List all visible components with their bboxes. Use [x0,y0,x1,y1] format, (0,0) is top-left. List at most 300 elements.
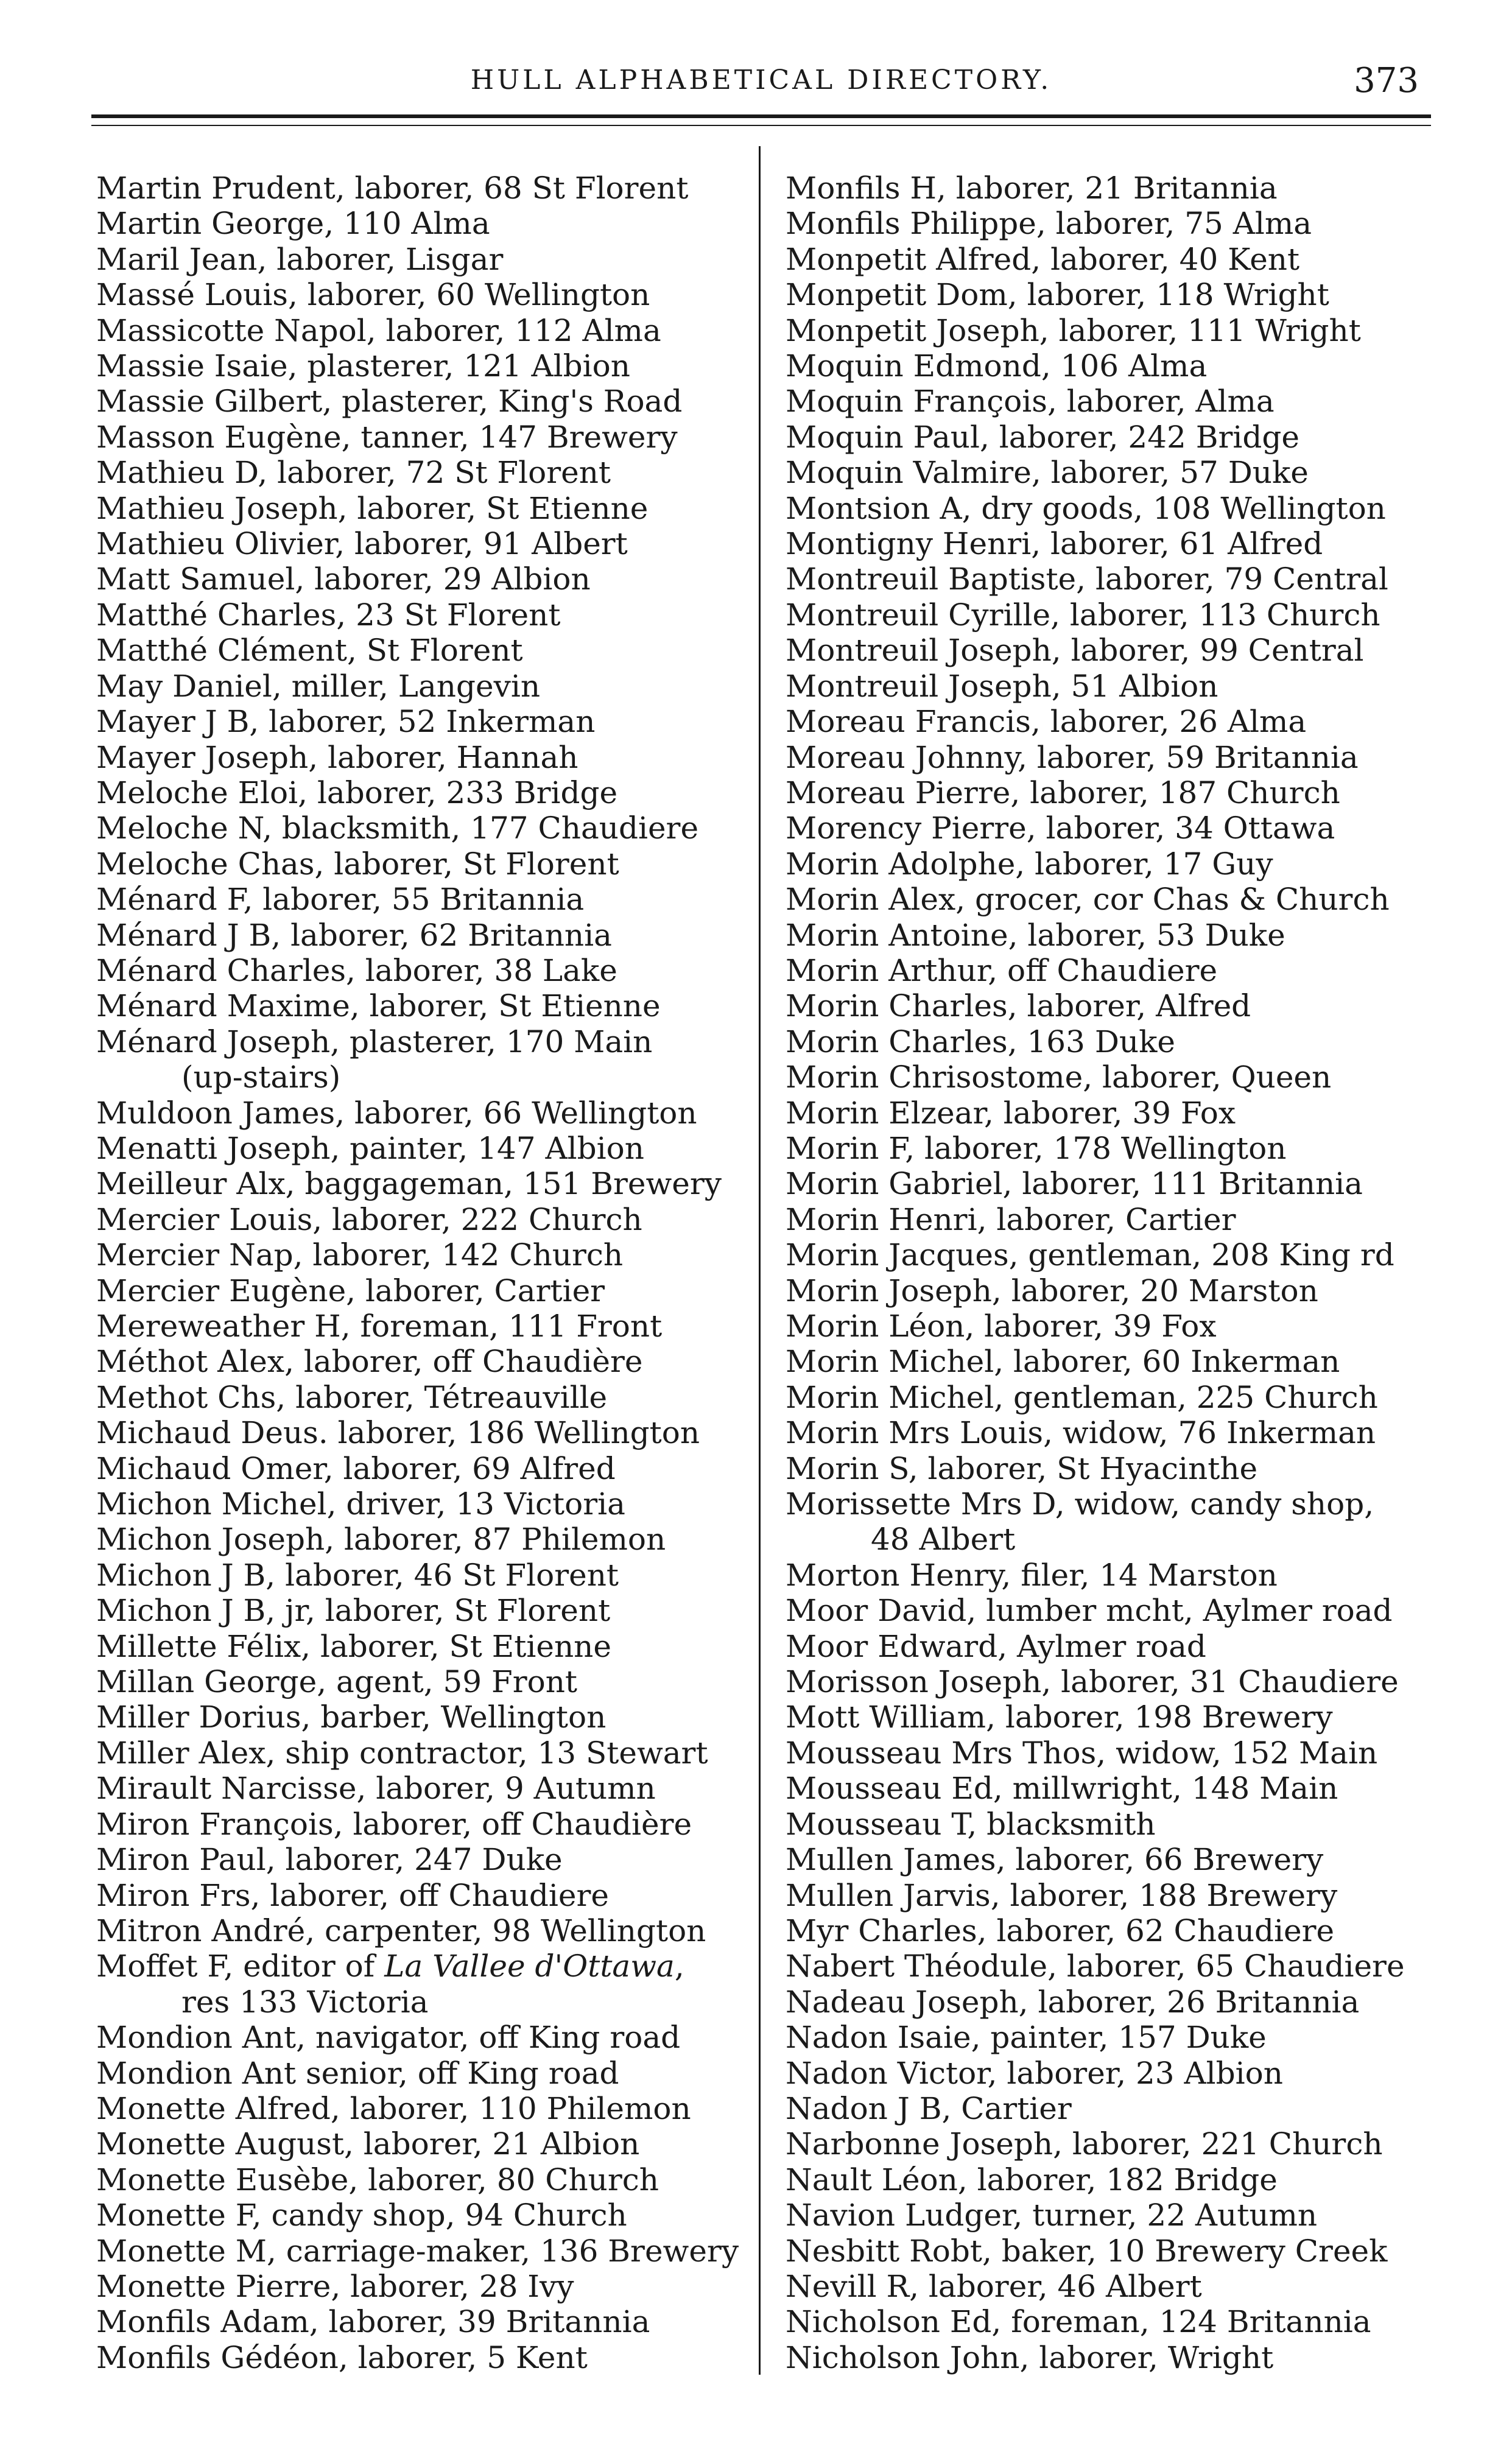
entry-details: , laborer, 20 Marston [991,1273,1318,1309]
entry-details: , laborer, 55 Britannia [243,882,585,918]
directory-entry [96,1202,760,1237]
entry-continuation: 48 Albert [871,1522,1016,1558]
entry-details: , laborer, Cartier [346,1273,605,1309]
entry-details: , ship contractor, 13 Stewart [265,1735,708,1771]
directory-entry [786,1380,1449,1415]
directory-entry [786,1024,1449,1059]
entry-name: Morin S [786,1450,909,1486]
entry-details: , laborer, 21 Albion [344,2126,640,2162]
directory-entry [786,669,1449,704]
directory-entry [96,2340,760,2375]
entry-details: , off Chaudiere [988,952,1218,988]
directory-entry [96,455,760,490]
entry-details: , laborer, 66 Wellington [335,1095,697,1131]
entry-details: , filer, 14 Marston [1001,1557,1278,1593]
entry-details: , laborer, 247 Duke [265,1842,563,1878]
entry-details: , 106 Alma [1041,348,1208,384]
entry-name: Mercier Nap [96,1237,294,1273]
entry-name: Muldoon James [96,1095,336,1131]
entry-name: Morency Pierre [786,810,1027,846]
directory-entry [786,1558,1449,1593]
directory-entry [786,2269,1449,2304]
directory-entry [96,1842,760,1877]
entry-details: , laborer, 5 Kent [338,2339,588,2375]
entry-name: Nadon J B [786,2090,942,2126]
entry-name: Morin Arthur [786,952,988,988]
entry-name: Morin Michel [786,1379,994,1415]
entry-name: Mayer J B [96,704,250,740]
directory-entry [786,1059,1449,1095]
directory-entry [786,242,1449,277]
directory-entry [96,1664,760,1699]
entry-name: Montreuil Joseph [786,668,1052,704]
entry-name: Moquin Paul [786,419,980,455]
entry-details: , laborer, off Chaudiere [250,1877,609,1913]
entry-details: , laborer, 17 Guy [1015,846,1273,882]
entry-details: , laborer, 26 Alma [1030,704,1307,740]
entry-details: , off King road [398,2055,619,2091]
entry-details: , editor of [223,1948,385,1984]
entry-details: , carpenter, 98 Wellington [305,1913,706,1948]
entry-name: Monette Pierre [96,2268,331,2304]
entry-name: Morissette Mrs D [786,1486,1055,1522]
entry-details: , laborer, 87 Philemon [325,1522,666,1558]
entry-name: Michon J B [96,1557,266,1593]
entry-details: , lumber mcht, Aylmer road [966,1593,1393,1629]
directory-entry [96,740,760,775]
directory-entry [96,2162,760,2198]
directory-entry [786,2233,1449,2269]
directory-entry [96,1309,760,1344]
entry-details: , agent, 59 Front [317,1664,578,1700]
entry-name: Moreau Johnny [786,739,1018,775]
entry-details: , laborer, 40 Kent [1031,241,1300,277]
entry-name: Moor Edward [786,1628,998,1664]
entry-name: Morin Chrisostome [786,1059,1083,1095]
directory-entry [96,1699,760,1735]
entry-name: May Daniel [96,668,272,704]
directory-entry [96,1913,760,1948]
directory-entry [96,2233,760,2269]
directory-entry [786,1593,1449,1628]
entry-name: Nabert Théodule [786,1948,1048,1984]
directory-entry [96,1095,760,1131]
entry-name: Moquin François [786,384,1047,420]
entry-details: , laborer, Lisgar [257,241,504,277]
entry-name: Miller Dorius [96,1699,301,1735]
entry-name: Miron François [96,1806,334,1842]
entry-details: , laborer, 31 Chaudiere [1041,1664,1399,1700]
directory-entry [96,526,760,561]
entry-details: , carriage-maker, 136 Brewery [266,2233,739,2269]
entry-details: , foreman, 124 Britannia [991,2304,1371,2340]
entry-details: , tanner, 147 Brewery [341,419,678,455]
entry-name: Mathieu Olivier [96,526,336,562]
entry-name: Moreau Francis [786,704,1031,740]
entry-name: Myr Charles [786,1913,977,1948]
entry-name: Moquin Edmond [786,348,1041,384]
entry-details: , laborer, 118 Wright [1007,277,1329,313]
directory-entry [96,1948,760,1984]
directory-entry [96,882,760,917]
entry-name: Mondion Ant senior [96,2055,398,2091]
directory-entry [786,1309,1449,1344]
running-head [91,61,1431,110]
entry-name: Mott William [786,1699,986,1735]
entry-details: , plasterer, King's Road [322,384,683,420]
directory-entry [96,1344,760,1379]
entry-name: Millan George [96,1664,317,1700]
directory-entry [96,2269,760,2304]
entry-name: Monfils Philippe [786,206,1036,242]
directory-entry [786,1415,1449,1450]
entry-details: , blacksmith, 177 Chaudiere [262,810,699,846]
directory-entry [96,2091,760,2126]
entry-details: , laborer, 187 Church [1010,775,1340,810]
entry-details: , baker, 10 Brewery Creek [982,2233,1388,2269]
directory-entry [786,633,1449,668]
directory-entry [786,2304,1449,2339]
entry-name: Meloche N [96,810,263,846]
page-number: 373 [1354,61,1419,100]
entry-name: Montigny Henri [786,526,1032,562]
entry-details: , laborer, 68 St Florent [335,170,689,206]
entry-name: Morin Charles [786,988,1008,1024]
entry-name: Morin Michel [786,1344,994,1380]
directory-entry [96,1629,760,1664]
entry-name: Nesbitt Robt [786,2233,982,2269]
directory-entry [786,2198,1449,2233]
entry-name: Montreuil Baptiste [786,561,1077,597]
entry-name: Mondion Ant [96,2020,297,2056]
directory-entry [96,1558,760,1593]
entry-name: Ménard Joseph [96,1024,331,1059]
entry-details: , laborer, Cartier [977,1201,1236,1237]
entry-details: , St Florent [347,633,523,669]
entry-details: , laborer, 52 Inkerman [249,704,596,740]
directory-entry [786,1948,1449,1984]
directory-entry [786,1878,1449,1913]
entry-details: , laborer, 111 Wright [1039,312,1361,348]
entry-details: , navigator, off King road [296,2020,681,2056]
directory-entry [96,1237,760,1273]
directory-entry [96,170,760,206]
directory-entry [96,1593,760,1628]
entry-details: , laborer, St Etienne [337,490,649,526]
directory-entry [786,1699,1449,1735]
entry-details: , laborer, 80 Church [348,2162,659,2198]
header-rule-thin [91,125,1431,126]
directory-entry [786,810,1449,846]
directory-entry [96,206,760,241]
entry-name: Menatti Joseph [96,1130,331,1166]
entry-details: , plasterer, 170 Main [330,1024,653,1059]
entry-name: Montreuil Cyrille [786,597,1051,633]
entry-name: Monfils Adam [96,2304,309,2340]
entry-details: , laborer, 60 Inkerman [994,1344,1340,1380]
directory-entry [96,2056,760,2091]
entry-details: , laborer, 59 Britannia [1018,739,1359,775]
entry-details: , laborer, 111 Britannia [1002,1166,1363,1202]
directory-entry [96,1771,760,1806]
entry-name: Matthé Charles [96,597,337,633]
directory-entry [96,2304,760,2339]
entry-name: Nicholson John [786,2339,1020,2375]
directory-entry [96,420,760,455]
entry-details: , laborer, 29 Albion [295,561,591,597]
entry-details: , laborer, 26 Britannia [1018,1984,1360,2020]
directory-entry [786,1735,1449,1771]
directory-entry [786,313,1449,348]
entry-name: Mayer Joseph [96,739,309,775]
entry-name: Morin Adolphe [786,846,1016,882]
entry-details: , gentleman, 225 Church [994,1379,1378,1415]
entry-name: Matthé Clément [96,633,348,669]
directory-entry [96,1380,760,1415]
directory-entry [786,1344,1449,1379]
directory-entry [96,1415,760,1450]
directory-entry [786,1451,1449,1486]
directory-entry [786,384,1449,419]
entry-name: Montreuil Joseph [786,633,1052,669]
directory-entry [96,846,760,882]
entry-details: , driver, 13 Victoria [326,1486,625,1522]
entry-name: Mereweather H [96,1309,341,1344]
directory-entry [786,1807,1449,1842]
entry-details: , Cartier [941,2090,1072,2126]
entry-name: Ménard Maxime [96,988,350,1024]
entry-details: , laborer, St Etienne [350,988,661,1024]
entry-name: Massie Isaie [96,348,288,384]
entry-name: Monette Alfred [96,2090,331,2126]
directory-entry [786,1629,1449,1664]
entry-details: , widow, candy shop, [1055,1486,1374,1522]
entry-name: Narbonne Joseph [786,2126,1053,2162]
directory-entry [786,2056,1449,2091]
entry-name: Meloche Chas [96,846,315,882]
entry-details: , laborer, 62 Britannia [271,917,612,953]
directory-entry [786,2162,1449,2198]
directory-entry [786,704,1449,739]
entry-name: Navion Ludger [786,2198,1013,2233]
entry-name: Mathieu Joseph [96,490,338,526]
entry-name: Millette Félix [96,1628,301,1664]
entry-name: Monette Eusèbe [96,2162,349,2198]
entry-name: Ménard F [96,882,244,918]
directory-entry [786,775,1449,810]
entry-details: , miller, Langevin [272,668,541,704]
entry-name: Miron Paul [96,1842,266,1878]
entry-name: Michaud Deus. [96,1415,328,1451]
directory-entry [96,597,760,633]
entry-name: Morin Jacques [786,1237,1009,1273]
directory-entry [786,2340,1449,2375]
entry-name: Morin F [786,1130,905,1166]
entry-details: , laborer, 57 Duke [1031,455,1309,491]
entry-details: , 23 St Florent [336,597,561,633]
entry-name: Morin Elzear [786,1095,984,1131]
entry-details: , laborer, 75 Alma [1036,206,1312,242]
directory-entry [96,1735,760,1771]
directory-entry [786,526,1449,561]
directory-entry [786,597,1449,633]
entry-name: Morin Antoine [786,917,1008,953]
entry-details: , millwright, 148 Main [993,1771,1338,1807]
entry-name: Mathieu D [96,455,258,491]
directory-entry [786,2020,1449,2055]
entry-name: Mousseau Ed [786,1771,993,1807]
entry-name: Méthot Alex [96,1344,285,1380]
entry-details: , laborer, off Chaudière [284,1344,643,1380]
entry-details: , laborer, 79 Central [1076,561,1388,597]
entry-details: laborer, 186 Wellington [328,1415,700,1451]
entry-details: , laborer, 46 St Florent [265,1557,619,1593]
entry-details: , laborer, 39 Fox [983,1095,1236,1131]
entry-details: , laborer, Wright [1019,2339,1274,2375]
entry-name: Michon Joseph [96,1522,325,1558]
entry-details: , laborer, Alfred [1007,988,1251,1024]
entry-details: , laborer, 39 Fox [965,1309,1217,1344]
entry-name: Ménard J B [96,917,272,953]
entry-continuation: (up-stairs) [181,1059,341,1095]
entry-details: , laborer, St Florent [314,846,619,882]
page-title: HULL ALPHABETICAL DIRECTORY. [470,65,1052,96]
entry-details: , laborer, 142 Church [293,1237,624,1273]
entry-name: Mullen James [786,1842,996,1878]
entry-name: Moquin Valmire [786,455,1032,491]
entry-name: Ménard Charles [96,952,346,988]
entry-name: Morin Gabriel [786,1166,1003,1202]
directory-entry [786,918,1449,953]
entry-details: , laborer, 21 Britannia [937,170,1278,206]
directory-entry [786,1273,1449,1309]
directory-entry [96,1166,760,1201]
entry-name: Maril Jean [96,241,258,277]
entry-details: , laborer, Queen [1083,1059,1332,1095]
directory-entry [786,561,1449,597]
entry-details: , baggageman, 151 Brewery [285,1166,722,1202]
entry-name: Monette August [96,2126,345,2162]
directory-entry [96,2198,760,2233]
directory-entry [96,1486,760,1522]
left-column [96,170,760,2375]
directory-entry [786,1202,1449,1237]
entry-details: , blacksmith [967,1806,1156,1842]
entry-details: , laborer, 23 Albion [987,2055,1283,2091]
entry-details: , laborer, 53 Duke [1008,917,1285,953]
entry-details: , plasterer, 121 Albion [287,348,630,384]
entry-name: Monette F [96,2198,252,2233]
directory-entry [786,1166,1449,1201]
entry-details: , laborer, 188 Brewery [990,1877,1338,1913]
entry-details: , laborer, Alma [1047,384,1275,420]
directory-entry [96,1878,760,1913]
entry-details: , painter, 157 Duke [971,2020,1267,2056]
entry-name: Mousseau T [786,1806,968,1842]
entry-details: , laborer, 91 Albert [335,526,628,562]
directory-entry [96,2126,760,2162]
directory-entry [786,1664,1449,1699]
entry-details: , laborer, St Hyacinthe [908,1450,1258,1486]
entry-details: , laborer, 110 Philemon [330,2090,691,2126]
entry-publication-title: La Vallee d'Ottawa [384,1948,675,1984]
directory-entry [786,1131,1449,1166]
entry-details: , laborer, 38 Lake [346,952,617,988]
entry-details: , 110 Alma [324,206,490,242]
directory-entry [786,1771,1449,1806]
entry-details: , laborer, 66 Brewery [996,1842,1324,1878]
entry-name: Nadon Victor [786,2055,988,2091]
entry-name: Martin Prudent [96,170,336,206]
entry-name: Morisson Joseph [786,1664,1042,1700]
entry-details: , laborer, 99 Central [1051,633,1364,669]
entry-name: Miller Alex [96,1735,266,1771]
entry-name: Mitron André [96,1913,306,1948]
directory-entry [786,846,1449,882]
directory-entry [96,1522,760,1557]
entry-name: Michon J B, jr [96,1593,306,1629]
header-rule-thick [91,114,1431,118]
right-column [786,170,1449,2375]
directory-entry [786,1842,1449,1877]
directory-entry [786,455,1449,490]
directory-entry [96,313,760,348]
entry-name: Mullen Jarvis [786,1877,991,1913]
directory-entry [96,810,760,846]
entry-name: Martin George [96,206,325,242]
entry-name: Michon Michel [96,1486,327,1522]
directory-entry [786,740,1449,775]
directory-entry [786,491,1449,526]
entry-details: , grocer, cor Chas & Church [955,882,1390,918]
directory-entry [786,2091,1449,2126]
directory-entry [786,277,1449,312]
entry-details: , laborer, 221 Church [1053,2126,1383,2162]
directory-entry [96,918,760,953]
directory-entry [786,206,1449,241]
entry-name: Morin Alex [786,882,956,918]
directory-entry [96,277,760,312]
entry-name: Morin Henri [786,1201,977,1237]
entry-details: , laborer, 65 Chaudiere [1047,1948,1405,1984]
directory-entry [96,1807,760,1842]
directory-entry [96,1131,760,1166]
entry-details: , dry goods, 108 Wellington [962,490,1386,526]
directory-entry [786,1984,1449,2020]
entry-details: , laborer, 46 Albert [909,2268,1202,2304]
entry-name: Nault Léon [786,2162,958,2198]
entry-name: Morin Léon [786,1309,965,1344]
entry-details: , laborer, 28 Ivy [331,2268,574,2304]
entry-details: , laborer, 60 Wellington [287,277,650,313]
directory-entry [96,1024,760,1059]
directory-entry [96,348,760,384]
entry-name: Monpetit Dom [786,277,1008,313]
entry-name: Mirault Narcisse [96,1771,357,1807]
entry-name: Masson Eugène [96,419,342,455]
entry-name: Morin Mrs Louis [786,1415,1044,1451]
directory-entry [96,633,760,668]
entry-name: Nicholson Ed [786,2304,992,2340]
directory-entry [96,2020,760,2055]
entry-name: Matt Samuel [96,561,295,597]
entry-name: Mousseau Mrs Thos [786,1735,1097,1771]
entry-name: Monfils Gédéon [96,2339,339,2375]
entry-details: , laborer, off Chaudière [333,1806,692,1842]
directory-entry [786,2126,1449,2162]
directory-entry [96,561,760,597]
entry-details: , 51 Albion [1051,668,1218,704]
